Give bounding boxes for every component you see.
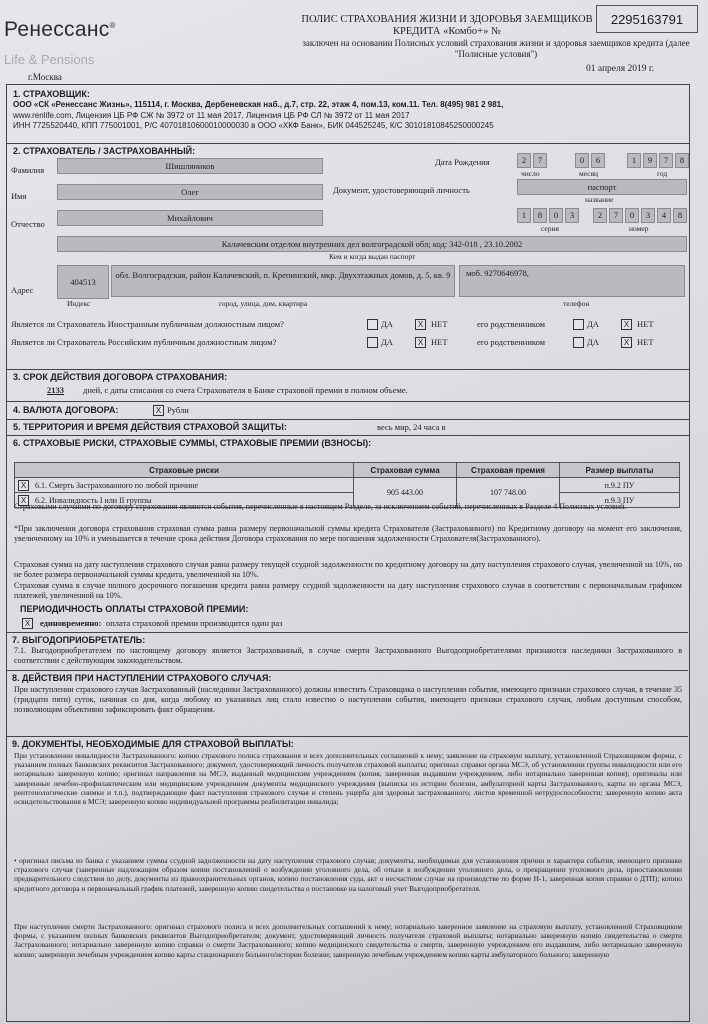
address-sub-label: город, улица, дом, квартира <box>219 299 308 308</box>
dob-digit: 7 <box>659 153 673 168</box>
series-label: серия <box>541 224 559 233</box>
russian-pep-question: Является ли Страхователь Российским публичным должностным лицом? <box>11 337 277 347</box>
logo-text: Ренессанс <box>4 18 110 41</box>
section-9-title: 9. ДОКУМЕНТЫ, НЕОБХОДИМЫЕ ДЛЯ СТРАХОВОЙ ВЫПЛАТЫ: <box>12 739 294 749</box>
number-digit: 8 <box>673 208 687 223</box>
logo-subtitle: Life & Pensions <box>4 52 95 67</box>
dob-digit: 9 <box>643 153 657 168</box>
id-doc-name-label: название <box>585 195 614 204</box>
company-logo <box>4 18 116 42</box>
yes-label: ДА <box>381 319 393 329</box>
russian-pep-no-checkbox[interactable]: X <box>415 337 426 348</box>
section-6-title: 6. СТРАХОВЫЕ РИСКИ, СТРАХОВЫЕ СУММЫ, СТРАХОВЫЕ ПРЕМИИ (ВЗНОСЫ): <box>13 438 372 448</box>
russian-relative-no-checkbox[interactable]: X <box>621 337 632 348</box>
no-label: НЕТ <box>637 319 654 329</box>
early-repayment-text: Страховая сумма в случае полного досрочного погашения кредита равна размеру ссудной задолженности на дату наступления страхового случая в соответствии с первоначальным графиком платежей, увеличенной на 10%. <box>14 581 682 600</box>
territory-value: весь мир, 24 часа в <box>377 422 446 432</box>
dob-digit: 1 <box>627 153 641 168</box>
dob-digit: 7 <box>533 153 547 168</box>
section-2-title: 2. СТРАХОВАТЕЛЬ / ЗАСТРАХОВАННЫЙ: <box>13 146 196 156</box>
yes-label: ДА <box>587 337 599 347</box>
address-field: обл. Волгоградская, район Калачевский, п. Крепинский, мкр. Двухэтажных домов, д. 5, кв. 9 <box>111 265 455 297</box>
sum-rule-text: *При заключении договора страхования страховая сумма равна размеру первоначальной суммы кредита Страхователя (Застрахованного) по Кредитному договору на момент его заключения, увеличенному на 10% и уменьшается в течение срока действия Договора страхования по мере погашения задолженности Страхователя(Застрахованного). <box>14 524 682 543</box>
risk-label: 6.1. Смерть Застрахованного по любой причине <box>35 480 199 490</box>
passport-issued-label: Кем и когда выдан паспорт <box>329 252 416 261</box>
dob-digit: 6 <box>591 153 605 168</box>
section-7-title: 7. ВЫГОДОПРИОБРЕТАТЕЛЬ: <box>12 635 146 645</box>
risk-checkbox[interactable]: X <box>18 495 29 506</box>
no-label: НЕТ <box>637 337 654 347</box>
policy-subtitle: заключен на основании Полисных условий страхования жизни и здоровья заемщиков кредита (далее "Полисные условия") <box>302 38 690 59</box>
column-header: Страховая сумма <box>354 463 457 478</box>
section-4-title: 4. ВАЛЮТА ДОГОВОРА: <box>13 405 119 415</box>
column-header: Страховая премия <box>457 463 560 478</box>
policy-date: 01 апреля 2019 г. <box>586 64 655 74</box>
day-label: число <box>521 169 540 178</box>
relative-label: его родственником <box>477 337 546 347</box>
foreign-pep-yes-checkbox[interactable] <box>367 319 378 330</box>
patronymic-field: Михайлович <box>57 210 323 226</box>
passport-issued-field: Калачевским отделом внутренних дел волгоградской обл; код: 342-018 , 23.10.2002 <box>57 236 687 252</box>
russian-pep-yes-checkbox[interactable] <box>367 337 378 348</box>
number-label: номер <box>629 224 649 233</box>
docs-disability-text: При установлении инвалидности Застрахованного: копию страхового полиса страхования и всех дополнительных соглашений к нему; заявление на страховую выплату, установленной Страховщиком формы, с указанием полных банковских реквизитов Застрахованного; документ, удостоверяющий личность получателя страховой выплаты; оригинал справки органа МСЭ, об установлении группы инвалидности или его нотариально заверенную копию; оригинал направления на МСЭ, выданный медицинским учреждением (копия, заверенная выдавшим учреждением, либо нотариально заверенная копия); оригиналы или заверенные лечебно-профилактическим или медицинским учреждением документы медицинского учреждения (выписка из истории болезни, амбулаторной карты Застрахованного, карты из органа МСЭ, рентгенологические снимки и т.п.), подтверждающие факт наступления страхового случая и степень ущерба для здоровья застрахованного; листов временной нетрудоспособности; заверенную копию акта освидетельствования в МСЭ; заверенную копию индивидуальной программы реабилитации инвалида; <box>14 751 682 807</box>
id-doc-name: паспорт <box>517 179 687 195</box>
relative-label: его родственником <box>477 319 546 329</box>
term-text: дней, с даты списания со счета Страхователя в Банке страховой премии в полном объеме. <box>83 385 408 395</box>
number-digit: 4 <box>657 208 671 223</box>
insurer-line-2: www.renlife.com, Лицензия ЦБ РФ СЖ № 3972 от 11 мая 2017, Лицензия ЦБ РФ СЛ № 3972 от 11 мая 2017 <box>13 110 410 120</box>
dob-label: Дата Рождения <box>435 157 490 167</box>
section-3-title: 3. СРОК ДЕЙСТВИЯ ДОГОВОРА СТРАХОВАНИЯ: <box>13 372 228 382</box>
insurer-line-3: ИНН 7725520440, КПП 775001001, Р/С 40701810600010000030 в ООО «ХКФ Банк», БИК 044525245, К/С 30101810845250000245 <box>13 121 494 130</box>
dob-digit: 8 <box>675 153 689 168</box>
policy-number: 2295163791 <box>596 5 698 33</box>
risk-cell <box>15 478 354 493</box>
year-label: год <box>657 169 668 178</box>
table-row <box>15 478 680 493</box>
name-label: Имя <box>11 191 27 201</box>
divider <box>7 401 689 402</box>
term-days: 2133 <box>47 385 64 395</box>
section-1-title: 1. СТРАХОВЩИК: <box>13 89 90 99</box>
single-payment-checkbox[interactable]: X <box>22 618 33 629</box>
table-header <box>15 463 680 478</box>
patronymic-label: Отчество <box>11 219 45 229</box>
premium-cell: 107 748.00 <box>457 478 560 508</box>
divider <box>7 369 689 370</box>
insurer-line-1: ООО «СК «Ренессанс Жизнь», 115114, г. Москва, Дербеневская наб., д.7, стр. 22, этаж 4, пом.13, ком.11. Тел. 8(495) 981 2 981, <box>13 100 504 109</box>
docs-death-text: При наступлении смерти Застрахованного: оригинал страхового полиса и всех дополнительных соглашений к нему; нотариально заверенное заявление на страховую выплату, установленной Страховщиком формы, с указанием полных банковских реквизитов Выгодоприобретателя; документ, удостоверяющий личность получателя страховой выплаты; нотариально заверенную копию свидетельства о смерти Застрахованного; нотариально заверенную копию справки о смерти Застрахованного; копию медицинского свидетельства о смерти, заверенную учреждением его выдавшим, либо нотариально заверенную копию; заверенную лечебным учреждением копию карты стационарного больного/истории болезни; заверенную лечебным учреждением копию карты амбулаторного больного; заверенную <box>14 922 682 959</box>
phone-field: моб. 9270646978, <box>459 265 685 297</box>
payment-period-value: единовременно: <box>40 618 102 628</box>
id-doc-label: Документ, удостоверяющий личность <box>333 185 470 195</box>
number-digit: 7 <box>609 208 623 223</box>
number-digit: 0 <box>625 208 639 223</box>
yes-label: ДА <box>587 319 599 329</box>
divider <box>7 419 689 420</box>
section-5-title: 5. ТЕРРИТОРИЯ И ВРЕМЯ ДЕЙСТВИЯ СТРАХОВОЙ ЗАЩИТЫ: <box>13 422 287 432</box>
divider <box>7 435 689 436</box>
phone-label: телефон <box>563 299 590 308</box>
insurer-details <box>13 100 683 132</box>
risk-label: 6.2. Инвалидность I или II группы <box>35 495 152 505</box>
surname-field: Шишляников <box>57 158 323 174</box>
currency-value: Рубли <box>167 405 189 415</box>
city: г.Москва <box>28 72 62 82</box>
index-label: Индекс <box>67 299 91 308</box>
no-label: НЕТ <box>431 319 448 329</box>
dob-digit: 0 <box>575 153 589 168</box>
series-digit: 1 <box>517 208 531 223</box>
surname-label: Фамилия <box>11 165 45 175</box>
no-label: НЕТ <box>431 337 448 347</box>
foreign-relative-no-checkbox[interactable]: X <box>621 319 632 330</box>
column-header: Размер выплаты <box>560 463 680 478</box>
divider <box>6 632 688 633</box>
series-digit: 3 <box>565 208 579 223</box>
number-digit: 3 <box>641 208 655 223</box>
yes-label: ДА <box>381 337 393 347</box>
payment-period-title: ПЕРИОДИЧНОСТЬ ОПЛАТЫ СТРАХОВОЙ ПРЕМИИ: <box>20 604 249 614</box>
series-digit: 8 <box>533 208 547 223</box>
divider <box>6 736 688 737</box>
name-field: Олег <box>57 184 323 200</box>
policy-title: ПОЛИС СТРАХОВАНИЯ ЖИЗНИ И ЗДОРОВЬЯ ЗАЕМЩИКОВ КРЕДИТА «Комбо+» № <box>301 14 593 37</box>
docs-bank-text: • оригинал письма из банка с указанием суммы ссудной задолженности на дату наступления страхового случая; документы, необходимые для установления причин и характера события, имеющего признаки страхового случая (заверенные надлежащим образом копии постановлений о возбуждении уголовного дела, об отказе в возбуждении уголовного дела, о прекращении уголовного дела, приостановлении предварительного следствия по делу, документы из правоохранительных органов, копию постановления суда, акт о несчастном случае на производстве по форме Н-1, заверенная копия справки о ДТП); копию кредитного договора и первоначальный график платежей, заверенную копию свидетельства о постановке на налоговый учет Выгодоприобретателя. <box>14 856 682 893</box>
foreign-relative-yes-checkbox[interactable] <box>573 319 584 330</box>
russian-relative-yes-checkbox[interactable] <box>573 337 584 348</box>
column-header: Страховые риски <box>15 463 354 478</box>
foreign-pep-no-checkbox[interactable]: X <box>415 319 426 330</box>
risk-checkbox[interactable]: X <box>18 480 29 491</box>
divider <box>6 670 688 671</box>
address-label: Адрес <box>11 285 34 295</box>
sum-cell: 905 443.00 <box>354 478 457 508</box>
insured-events-text: Страховыми случаями по договору страхования являются события, перечисленные в настоящем Разделе, за исключением событий, перечисленных в Разделе 4 Полисных условий. <box>14 502 627 511</box>
registered-mark: ® <box>109 21 116 30</box>
sum-on-event-text: Страховая сумма на дату наступления страхового случая равна размеру текущей ссудной задолженности по кредитному договору на дату наступления страхового случая, увеличенной на 10%, но не более размера первоначальной суммы кредита, увеличенной на 10%. <box>14 560 682 579</box>
payout-cell: п.9.2 ПУ <box>560 478 680 493</box>
actions-text: При наступлении страхового случая Застрахованный (наследники Застрахованного) должны известить Страховщика о наступлении события, имеющего признаки страхового случая, в течение 35 (тридцати пяти) суток, начиная со дня, когда любому из указанных лиц стало известно о наступлении события, имеющего признаки страхового случая, любым доступным способом, позволяющим объективно зафиксировать факт обращения. <box>14 685 682 714</box>
foreign-pep-question: Является ли Страхователь Иностранным публичным должностным лицом? <box>11 319 284 329</box>
payment-period-text: оплата страховой премии производится один раз <box>106 618 283 628</box>
dob-digit: 2 <box>517 153 531 168</box>
number-digit: 2 <box>593 208 607 223</box>
month-label: месяц <box>579 169 599 178</box>
beneficiary-text: 7.1. Выгодоприобретателем по настоящему договору является Застрахованный, в случае смерти Застрахованного Выгодоприобретателями признаются наследники Застрахованного в соответствии с действующим законодательством. <box>14 646 682 665</box>
series-digit: 0 <box>549 208 563 223</box>
section-8-title: 8. ДЕЙСТВИЯ ПРИ НАСТУПЛЕНИИ СТРАХОВОГО СЛУЧАЯ: <box>12 673 272 683</box>
divider <box>7 143 689 144</box>
index-field: 404513 <box>57 265 109 299</box>
payout-cell: п.9.3 ПУ <box>560 493 680 508</box>
currency-checkbox[interactable]: X <box>153 405 164 416</box>
